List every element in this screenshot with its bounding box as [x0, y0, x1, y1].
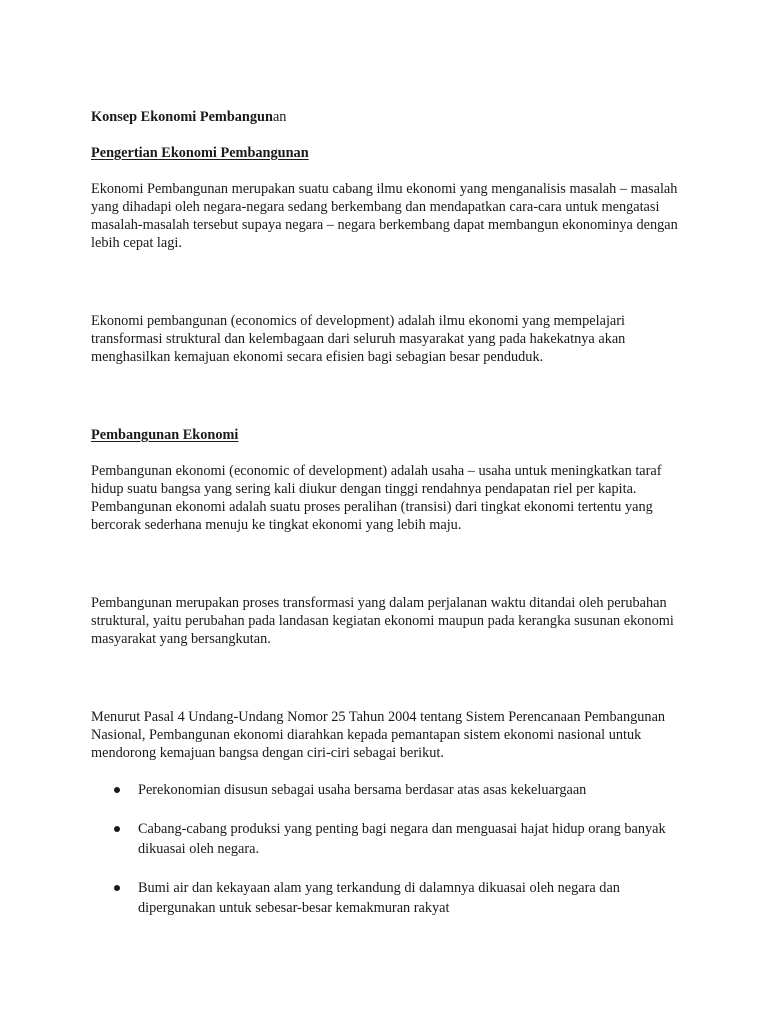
section-heading-pembangunan-ekonomi: Pembangunan Ekonomi	[91, 427, 239, 443]
spacer	[91, 270, 691, 312]
list-item-text: Perekonomian disusun sebagai usaha bersama berdasar atas asas kekeluargaan	[138, 782, 587, 798]
document-title	[91, 108, 691, 126]
document-title-bold: Konsep Ekonomi Pembangun	[91, 109, 273, 125]
spacer	[91, 552, 691, 594]
paragraph-development-2: Pembangunan merupakan proses transformasi yang dalam perjalanan waktu ditandai oleh perubahan struktural, yaitu perubahan pada landasan kegiatan ekonomi maupun pada kerangka susunan ekonomi masyarakat yang bersangkutan.	[91, 595, 674, 647]
list-item	[91, 780, 691, 800]
paragraph-definition-2: Ekonomi pembangunan (economics of development) adalah ilmu ekonomi yang mempelajari transformasi struktural dan kelembagaan dari seluruh masyarakat yang pada hakekatnya akan menghasilkan kemajuan ekonomi secara efisien bagi sebagian besar penduduk.	[91, 313, 626, 365]
paragraph-law-reference: Menurut Pasal 4 Undang-Undang Nomor 25 Tahun 2004 tentang Sistem Perencanaan Pembangunan Nasional, Pembangunan ekonomi diarahkan kepada pemantapan sistem ekonomi nasional untuk mendorong kemajuan bangsa dengan ciri-ciri sebagai berikut.	[91, 709, 666, 761]
bullet-icon	[114, 787, 120, 793]
list-item-text: Cabang-cabang produksi yang penting bagi negara dan menguasai hajat hidup orang banyak dikuasai oleh negara.	[138, 821, 666, 857]
list-item-text: Bumi air dan kekayaan alam yang terkandung di dalamnya dikuasai oleh negara dan dipergunakan untuk sebesar-besar kemakmuran rakyat	[138, 880, 620, 916]
bullet-icon	[114, 826, 120, 832]
bullet-icon	[114, 885, 120, 891]
section-heading-pengertian: Pengertian Ekonomi Pembangunan	[91, 145, 309, 161]
spacer	[91, 384, 691, 426]
paragraph-definition-1: Ekonomi Pembangunan merupakan suatu cabang ilmu ekonomi yang menganalisis masalah – masalah yang dihadapi oleh negara-negara sedang berkembang dan mendapatkan cara-cara untuk mengatasi masalah-masalah tersebut supaya negara – negara berkembang dapat membangun ekonominya dengan lebih cepat lagi.	[91, 181, 678, 251]
paragraph-development-1: Pembangunan ekonomi (economic of development) adalah usaha – usaha untuk meningkatkan taraf hidup suatu bangsa yang sering kali diukur dengan tinggi rendahnya pendapatan riel per kapita. Pembangunan ekonomi adalah suatu proses peralihan (transisi) dari tingkat ekonomi tertentu yang bercorak sederhana menuju ke tingkat ekonomi yang lebih maju.	[91, 463, 662, 533]
document-page	[91, 108, 691, 937]
characteristics-list	[91, 780, 691, 918]
document-title-rest: an	[272, 109, 287, 125]
list-item	[91, 878, 691, 918]
list-item	[91, 819, 691, 859]
spacer	[91, 666, 691, 708]
